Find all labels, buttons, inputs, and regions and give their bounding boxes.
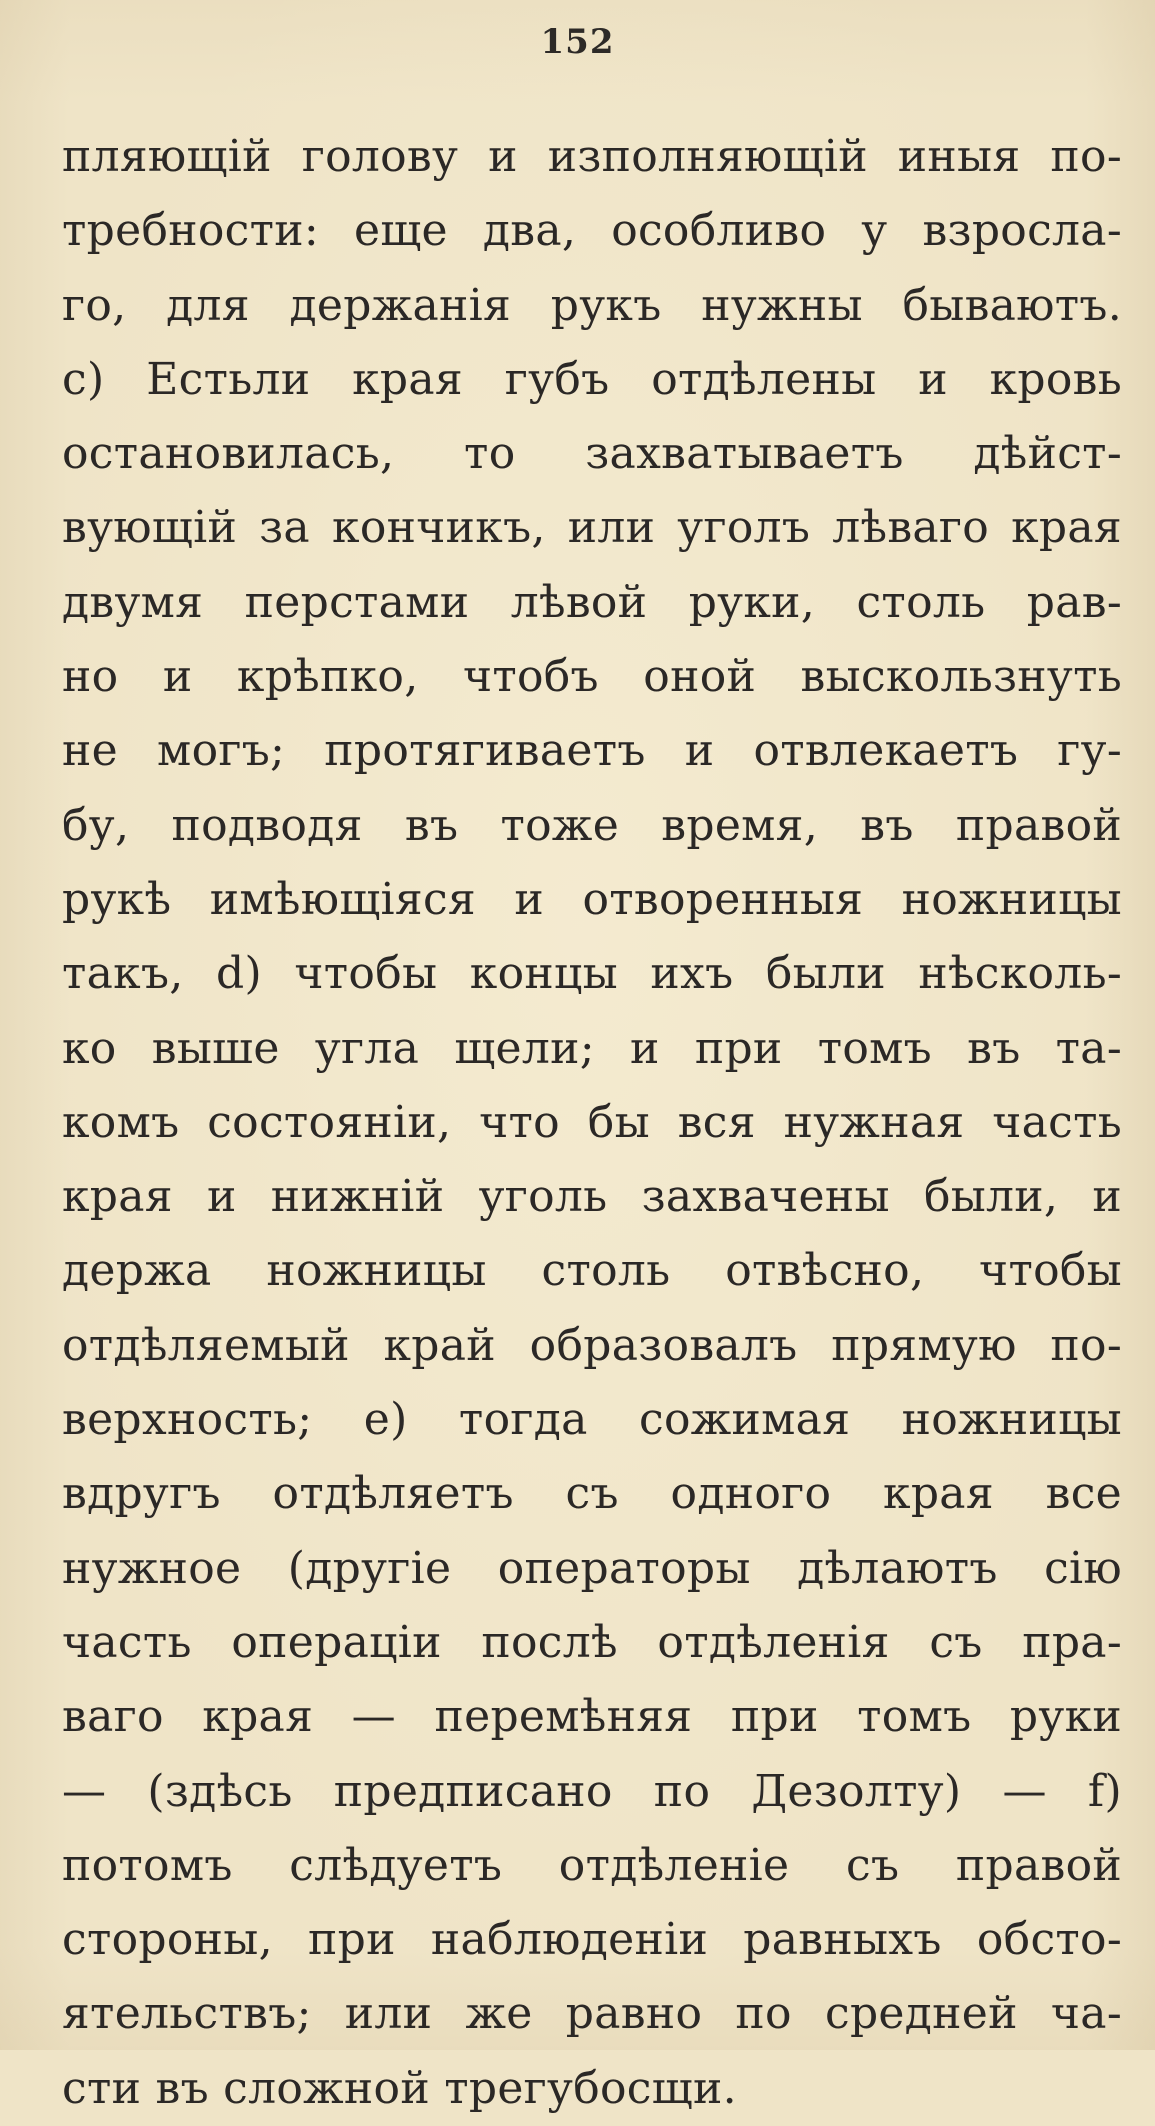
text-line: го, для держанія рукъ нужны бываютъ. bbox=[62, 279, 1122, 331]
text-line: ко выше угла щели; и при томъ въ та- bbox=[62, 1022, 1122, 1074]
text-line: ваго края — перемѣняя при томъ руки bbox=[62, 1691, 1122, 1743]
text-line: держа ножницы столь отвѣсно, чтобы bbox=[62, 1245, 1122, 1297]
text-line: вдругъ отдѣляетъ съ одного края все bbox=[62, 1468, 1122, 1520]
text-line: отдѣляемый край образовалъ прямую по- bbox=[62, 1319, 1122, 1371]
body-text bbox=[62, 120, 1122, 2126]
text-line: края и нижній уголь захвачены были, и bbox=[62, 1171, 1122, 1223]
text-line: пляющій голову и изполняющій иныя по- bbox=[62, 131, 1122, 182]
text-line: верхность; e) тогда сожимая ножницы bbox=[62, 1394, 1122, 1446]
text-line: не могъ; протягиваетъ и отвлекаетъ гу- bbox=[62, 725, 1122, 777]
text-line: ятельствъ; или же равно по средней ча- bbox=[62, 1988, 1122, 2040]
text-line: нужное (другіе операторы дѣлаютъ сію bbox=[62, 1542, 1122, 1594]
text-line: рукѣ имѣющіяся и отворенныя ножницы bbox=[62, 873, 1122, 925]
text-line: двумя перстами лѣвой руки, столь рав- bbox=[62, 576, 1122, 628]
text-line: сти въ сложной трегубосщи. bbox=[62, 2062, 737, 2114]
text-line: комъ состояніи, что бы вся нужная часть bbox=[62, 1096, 1122, 1148]
text-line: бу, подводя въ тоже время, въ правой bbox=[62, 799, 1122, 851]
text-line: такъ, d) чтобы концы ихъ были нѣсколь- bbox=[62, 948, 1122, 1000]
text-line: вующій за кончикъ, или уголъ лѣваго края bbox=[62, 502, 1122, 554]
text-line: потомъ слѣдуетъ отдѣленіе съ правой bbox=[62, 1839, 1122, 1891]
text-line: но и крѣпко, чтобъ оной выскользнуть bbox=[62, 651, 1122, 703]
text-line: часть операціи послѣ отдѣленія съ пра- bbox=[62, 1616, 1122, 1668]
text-line: c) Естьли края губъ отдѣлены и кровь bbox=[62, 353, 1122, 405]
text-line: стороны, при наблюденіи равныхъ обсто- bbox=[62, 1914, 1122, 1966]
text-line: требности: еще два, особливо у взросла- bbox=[62, 205, 1122, 257]
text-line: остановилась, то захватываетъ дѣйст- bbox=[62, 428, 1122, 480]
page-number: 152 bbox=[540, 22, 615, 62]
text-line: — (здѣсь предписано по Дезолту) — f) bbox=[62, 1765, 1122, 1817]
